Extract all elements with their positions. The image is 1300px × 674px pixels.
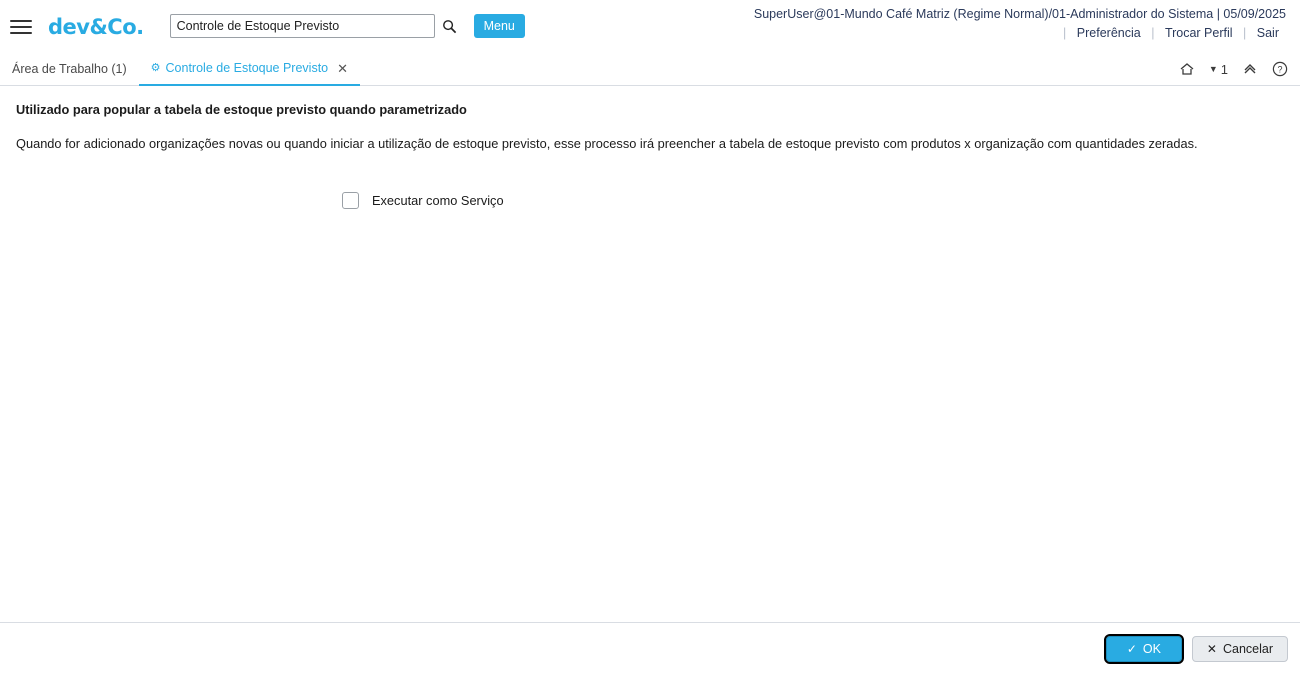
records-count-label: 1 (1220, 61, 1228, 77)
link-separator: | (1243, 26, 1247, 40)
user-session-block (754, 6, 1286, 42)
logout-link[interactable]: Sair (1256, 26, 1279, 40)
field-executar-como-servico (16, 192, 1284, 209)
home-icon[interactable] (1179, 61, 1195, 77)
brand-logo: dev&Co. (48, 15, 144, 39)
user-info: SuperUser@01-Mundo Café Matriz (Regime Normal)/01-Administrador do Sistema | 05/09/2025 (753, 7, 1286, 21)
tab-label: Área de Trabalho (1) (12, 62, 127, 76)
tab-label: Controle de Estoque Previsto (165, 61, 329, 75)
ok-button-label: OK (1142, 641, 1161, 656)
run-as-service-checkbox[interactable] (342, 192, 359, 209)
tab-area-de-trabalho[interactable] (0, 52, 139, 86)
user-links (754, 25, 1286, 42)
tab-controle-de-estoque-previsto[interactable] (139, 52, 360, 86)
ok-button[interactable] (1106, 636, 1182, 662)
cancel-button-label: Cancelar (1222, 641, 1273, 656)
global-search (170, 14, 457, 38)
chevron-down-icon: ▼ (1208, 64, 1218, 74)
menu-button[interactable]: Menu (474, 14, 525, 38)
hamburger-icon[interactable] (10, 14, 36, 40)
link-separator: | (1151, 26, 1155, 40)
tab-tools (1179, 52, 1288, 86)
top-bar (0, 0, 1300, 52)
records-count[interactable] (1209, 62, 1228, 77)
help-icon[interactable] (1272, 61, 1288, 77)
footer-actions (0, 622, 1300, 674)
collapse-icon[interactable] (1242, 61, 1258, 77)
process-title: Utilizado para popular a tabela de estoque previsto quando parametrizado (16, 102, 467, 117)
run-as-service-label: Executar como Serviço (372, 193, 504, 208)
process-panel (0, 86, 1300, 622)
process-description: Quando for adicionado organizações novas ou quando iniciar a utilização de estoque previsto, esse processo irá preencher a tabela de estoque previsto com produtos x organização com quantidades zeradas. (16, 136, 1198, 151)
search-icon[interactable] (442, 19, 457, 34)
link-separator: | (1063, 26, 1067, 40)
close-icon[interactable]: ✕ (337, 60, 349, 76)
tab-bar (0, 52, 1300, 86)
svg-text:?: ? (1277, 64, 1283, 75)
gear-icon: ⚙ (150, 61, 161, 74)
cancel-button[interactable] (1192, 636, 1288, 662)
check-icon: ✓ (1126, 641, 1137, 656)
switch-profile-link[interactable]: Trocar Perfil (1164, 26, 1233, 40)
preference-link[interactable]: Preferência (1076, 26, 1141, 40)
close-icon: ✕ (1206, 641, 1217, 656)
search-input[interactable] (170, 14, 435, 38)
